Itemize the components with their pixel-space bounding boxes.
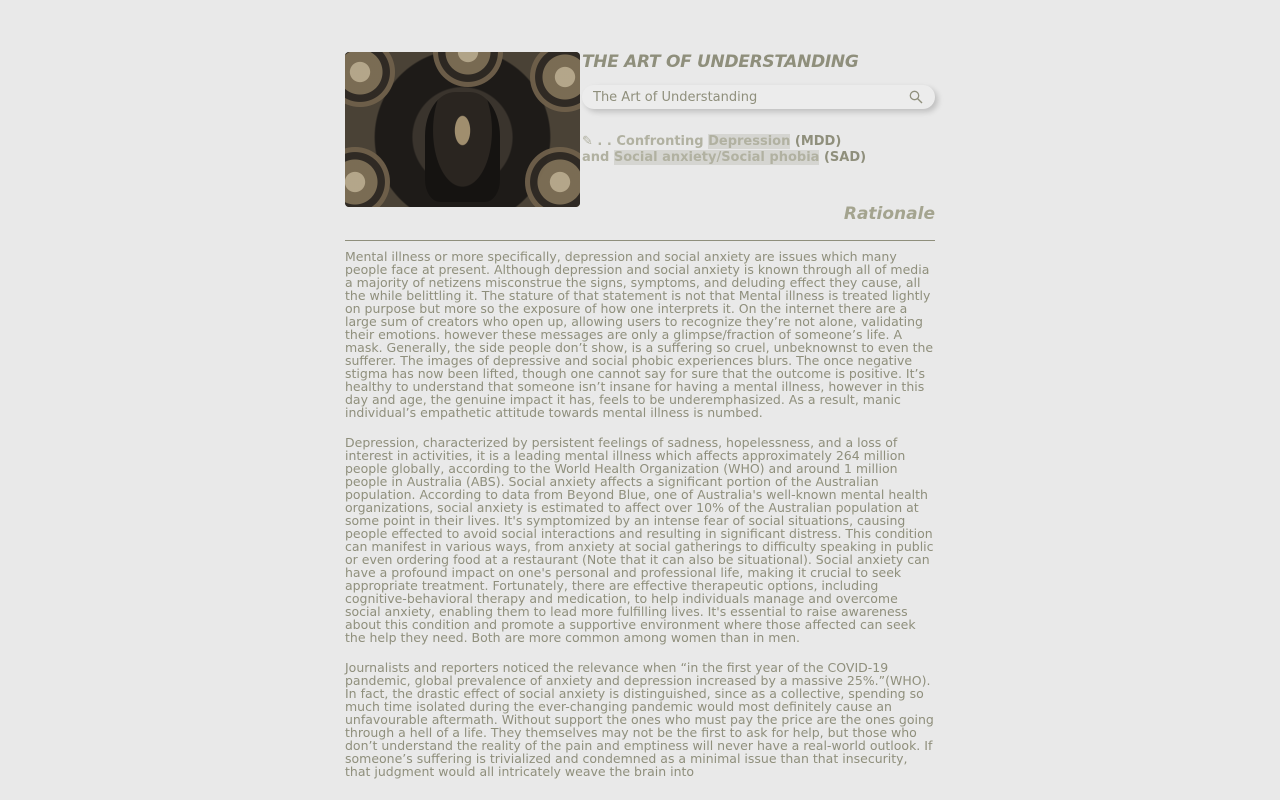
paragraph: Mental illness or more specifically, depression and social anxiety are issues which many people face at present. Although depression and social anxiety is known through all of media a majority of netizens misconstrue the signs, symptoms, and deluding effect they cause, all the while belittling it. The stature of that statement is not that Mental illness is treated lightly on purpose but more so the exposure of how one interprets it. On the internet there are a large sum of creators who open up, allowing users to recognize they’re not alone, validating their emotions. however these messages are only a glimpse/fraction of someone’s life. A mask. Generally, the side people don’t show, is a suffering so cruel, unbeknownst to even the sufferer. The images of depressive and social phobic experiences blurs. The once negative stigma has now been lifted, though one cannot say for sure that the outcome is positive. It’s healthy to understand that someone isn’t insane for having a mental illness, however in this day and age, the genuine impact it has, feels to be underemphasized. As a result, manic individual’s empathetic attitude towards mental illness is numbed. [345, 249, 934, 420]
article-body [345, 250, 935, 795]
paragraph: Journalists and reporters noticed the relevance when “in the first year of the COVID-19 pandemic, global prevalence of anxiety and depression increased by a massive 25%.”(WHO). In fact, the drastic effect of social anxiety is distinguished, since as a collective, spending so much time isolated during the ever-changing pandemic would most definitely cause an unfavourable aftermath. Without support the ones who must pay the price are the ones going through a hell of a life. They themselves may not be the first to ask for help, but those who don’t understand the reality of the pain and emptiness will never have a real-world outlook. If someone’s suffering is trivialized and condemned as a minimal issue than that insecurity, that judgment would all intricately weave the brain into [345, 660, 934, 779]
hero-image [345, 52, 580, 207]
hero-swirl [345, 52, 395, 107]
tagline-and: and [582, 150, 614, 165]
depression-abbr: (MDD) [790, 134, 842, 149]
section-heading: Rationale [843, 204, 935, 224]
social-anxiety-abbr: (SAD) [819, 150, 867, 165]
hero-swirl [433, 52, 503, 87]
hero-figure [425, 92, 500, 202]
search-input[interactable] [582, 89, 895, 106]
hero-swirl [345, 147, 390, 207]
search-icon[interactable] [909, 90, 923, 104]
site-title: THE ART OF UNDERSTANDING [582, 52, 859, 72]
search-bar[interactable] [582, 85, 935, 109]
tagline [582, 134, 942, 166]
hero-swirl [525, 147, 580, 207]
hero-swirl [530, 52, 580, 112]
tagline-lead: ✎ . . Confronting [582, 134, 709, 149]
social-anxiety-link[interactable]: Social anxiety/Social phobia [613, 150, 820, 165]
divider [345, 240, 935, 241]
paragraph: Depression, characterized by persistent feelings of sadness, hopelessness, and a loss of interest in activities, it is a leading mental illness which affects approximately 264 million people globally, according to the World Health Organization (WHO) and around 1 million people in Australia (ABS). Social anxiety affects a significant portion of the Australian population. According to data from Beyond Blue, one of Australia's well-known mental health organizations, social anxiety is estimated to affect over 10% of the Australian population at some point in their lives. It's symptomized by an intense fear of social situations, causing people effected to avoid social interactions and resulting in significant distress. This condition can manifest in various ways, from anxiety at social gatherings to difficulty speaking in public or even ordering food at a restaurant (Note that it can also be situational). Social anxiety can have a profound impact on one's personal and professional life, making it crucial to seek appropriate treatment. Fortunately, there are effective therapeutic options, including cognitive-behavioral therapy and medication, to help individuals manage and overcome social anxiety, enabling them to lead more fulfilling lives. It's essential to raise awareness about this condition and promote a supportive environment where those affected can seek the help they need. Both are more common among women than in men. [345, 435, 934, 645]
depression-link[interactable]: Depression [708, 134, 791, 149]
